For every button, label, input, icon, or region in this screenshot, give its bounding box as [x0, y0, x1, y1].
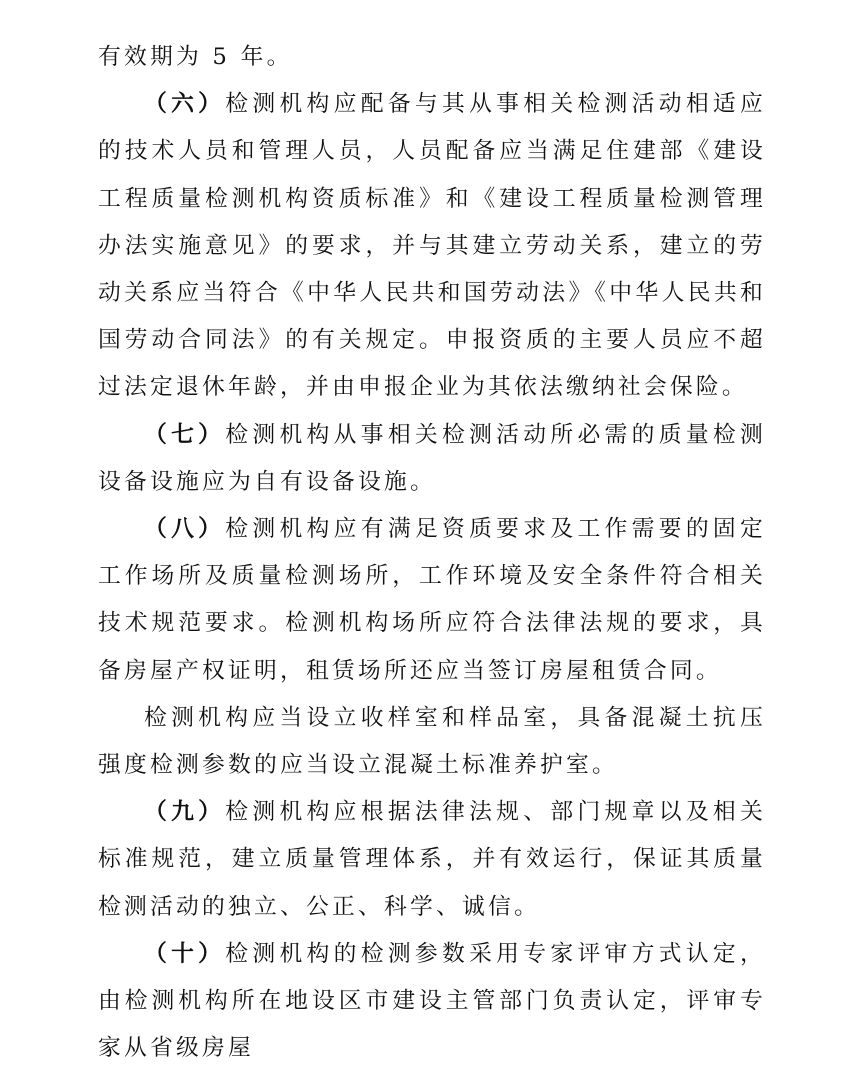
paragraph-text: 检测机构从事相关检测活动所必需的质量检测设备设施应为自有设备设施。: [98, 421, 766, 495]
paragraph-item-10: [98, 931, 766, 1072]
paragraph-item-8-continued: [98, 695, 766, 789]
paragraph-text: 检测机构应有满足资质要求及工作需要的固定工作场所及质量检测场所，工作环境及安全条件符合相关技术规范要求。检测机构场所应符合法律法规的要求，具备房屋产权证明，租赁场所还应当签订房屋租赁合同。: [98, 516, 766, 684]
paragraph-text: 检测机构应根据法律法规、部门规章以及相关标准规范，建立质量管理体系，并有效运行，保证其质量检测活动的独立、公正、科学、诚信。: [98, 799, 766, 920]
paragraph-item-8: [98, 506, 766, 695]
paragraph-text: 检测机构的检测参数采用专家评审方式认定，由检测机构所在地设区市建设主管部门负责认定，评审专家从省级房屋: [98, 940, 766, 1062]
paragraph-text: 检测机构应配备与其从事相关检测活动相适应的技术人员和管理人员，人员配备应当满足住建部《建设工程质量检测机构资质标准》和《建设工程质量检测管理办法实施意见》的要求，并与其建立劳动关系，建立的劳动关系应当符合《中华人民共和国劳动法》《中华人民共和国劳动合同法》的有关规定。申报资质的主要人员应不超过法定退休年龄，并由申报企业为其依法缴纳社会保险。: [98, 91, 766, 401]
paragraph-text: 有效期为 5 年。: [98, 44, 293, 70]
paragraph-item-7: [98, 412, 766, 506]
item-label: （九）: [144, 799, 226, 826]
document-page: [98, 34, 766, 1072]
paragraph-text: 检测机构应当设立收样室和样品室，具备混凝土抗压强度检测参数的应当设立混凝土标准养护室。: [98, 704, 766, 779]
item-label: （六）: [144, 91, 226, 118]
paragraph-continuation: [98, 34, 766, 81]
item-label: （八）: [144, 516, 226, 543]
item-label: （十）: [144, 940, 226, 967]
paragraph-item-6: [98, 81, 766, 411]
paragraph-item-9: [98, 789, 766, 931]
item-label: （七）: [144, 421, 226, 448]
